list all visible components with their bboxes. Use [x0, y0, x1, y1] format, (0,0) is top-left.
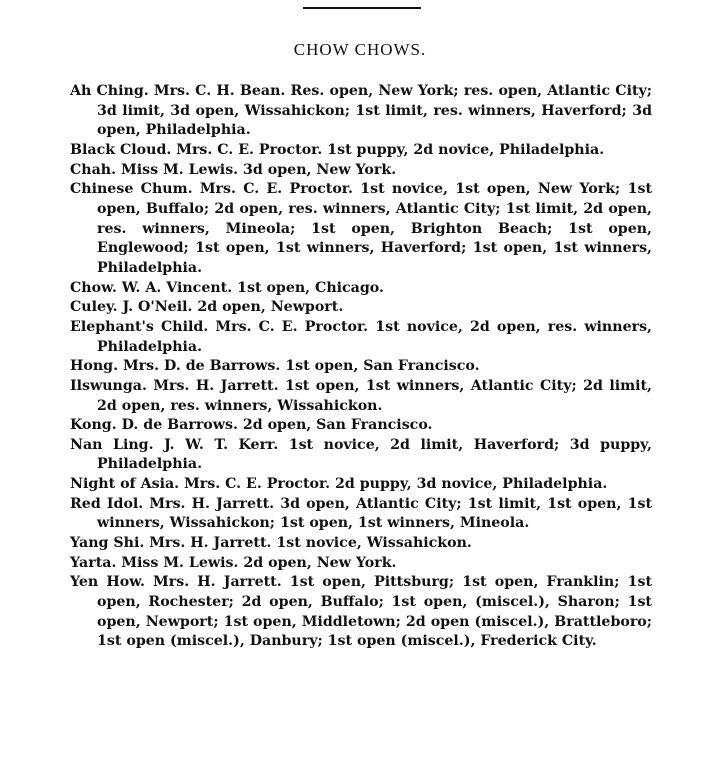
entry-yang-shi: Yang Shi. Mrs. H. Jarrett. 1st novice, Wissahickon. [70, 535, 472, 552]
entry-hong: Hong. Mrs. D. de Barrows. 1st open, San Francisco. [70, 358, 480, 375]
entry-ah-ching: Ah Ching. Mrs. C. H. Bean. Res. open, New York; res. open, Atlantic City; 3d limit, 3d open, Wissahickon; 1st limit, res. winners, Haverford; 3d open, Philadelphia. [70, 83, 652, 139]
entry-yen-how: Yen How. Mrs. H. Jarrett. 1st open, Pittsburg; 1st open, Franklin; 1st open, Rochester; 2d open, Buffalo; 1st open, (miscel.), Sharon; 1st open, Newport; 1st open, Middletown; 2d open (miscel.), Brattleboro; 1st open (miscel.), Danbury; 1st open (miscel.), Frederick City. [70, 574, 652, 650]
entry-chow: Chow. W. A. Vincent. 1st open, Chicago. [70, 279, 384, 296]
entry-elephants-child: Elephant's Child. Mrs. C. E. Proctor. 1st novice, 2d open, res. winners, Philadelphia. [70, 318, 652, 355]
entry-night-of-asia: Night of Asia. Mrs. C. E. Proctor. 2d puppy, 3d novice, Philadelphia. [70, 476, 608, 493]
entry-red-idol: Red Idol. Mrs. H. Jarrett. 3d open, Atlantic City; 1st limit, 1st open, 1st winners, Wissahickon; 1st open, 1st winners, Mineola. [70, 495, 652, 532]
section-heading: CHOW CHOWS. [293, 40, 427, 59]
entry-yarta: Yarta. Miss M. Lewis. 2d open, New York. [70, 554, 397, 571]
entry-chah: Chah. Miss M. Lewis. 3d open, New York. [70, 161, 397, 178]
top-divider-rule [303, 7, 421, 9]
entry-kong: Kong. D. de Barrows. 2d open, San Francisco. [70, 417, 433, 434]
entry-list [70, 82, 652, 652]
entry-chinese-chum: Chinese Chum. Mrs. C. E. Proctor. 1st novice, 1st open, New York; 1st open, Buffalo; 2d open, res. winners, Atlantic City; 1st limit, 2d open, res. winners, Mineola; 1st open, Brighton Beach; 1st open, Englewood; 1st open, 1st winners, Haverford; 1st open, 1st winners, Philadelphia. [70, 181, 652, 276]
entry-nan-ling: Nan Ling. J. W. T. Kerr. 1st novice, 2d limit, Haverford; 3d puppy, Philadelphia. [70, 436, 652, 473]
entry-culey: Culey. J. O'Neil. 2d open, Newport. [70, 299, 344, 316]
entry-black-cloud: Black Cloud. Mrs. C. E. Proctor. 1st puppy, 2d novice, Philadelphia. [70, 141, 605, 158]
entry-ilswunga: Ilswunga. Mrs. H. Jarrett. 1st open, 1st winners, Atlantic City; 2d limit, 2d open, res. winners, Wissahickon. [70, 377, 652, 414]
